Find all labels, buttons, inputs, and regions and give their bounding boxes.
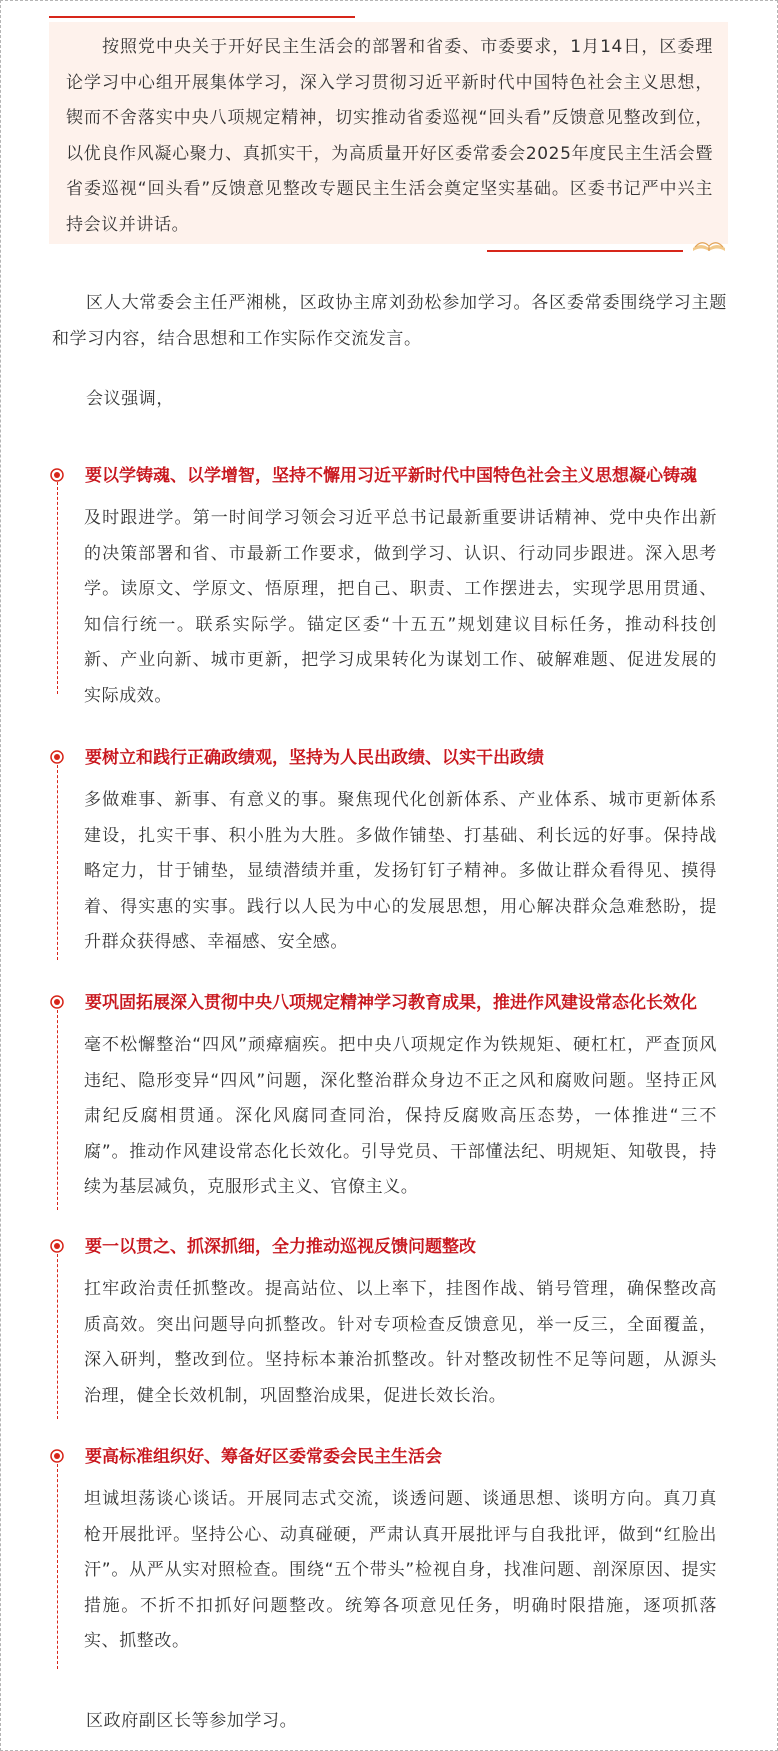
section-4-body: 扛牢政治责任抓整改。提高站位、以上率下，挂图作战、销号管理，确保整改高质高效。突出问题导向抓整改。针对专项检查反馈意见，举一反三，全面覆盖，深入研判，整改到位。坚持标本兼治抓整改。针对整改韧性不足等问题，从源头治理，健全长效机制，巩固整治成果，促进长效长治。 — [84, 1279, 717, 1406]
section-2-heading: 要树立和践行正确政绩观，坚持为人民出政绩、以实干出政绩 — [85, 748, 544, 768]
red-dot-icon — [50, 995, 64, 1009]
section-5-heading: 要高标准组织好、筹备好区委常委会民主生活会 — [85, 1447, 442, 1467]
open-book-icon — [691, 236, 727, 254]
intro-bottom-rule — [487, 250, 683, 252]
section-5-rule — [57, 1464, 58, 1669]
section-2-rule — [57, 765, 58, 960]
red-dot-icon — [50, 1449, 64, 1463]
intro-paragraph: 按照党中央关于开好民主生活会的部署和省委、市委要求，1月14日，区委理论学习中心组开展集体学习，深入学习贯彻习近平新时代中国特色社会主义思想，锲而不舍落实中央八项规定精神，切实推动省委巡视“回头看”反馈意见整改到位，以优良作风凝心聚力、真抓实干，为高质量开好区委常委会2025年度民主生活会暨省委巡视“回头看”反馈意见整改专题民主生活会奠定坚实基础。区委书记严中兴主持会议并讲话。 — [66, 37, 713, 235]
emphasis-paragraph: 会议强调， — [86, 389, 174, 409]
section-3-heading: 要巩固拓展深入贯彻中央八项规定精神学习教育成果，推进作风建设常态化长效化 — [85, 993, 697, 1013]
red-dot-icon — [50, 1239, 64, 1253]
closing-paragraph: 区政府副区长等参加学习。 — [86, 1711, 298, 1731]
section-1-heading: 要以学铸魂、以学增智，坚持不懈用习近平新时代中国特色社会主义思想凝心铸魂 — [85, 466, 697, 486]
red-dot-icon — [50, 468, 64, 482]
section-4-rule — [57, 1254, 58, 1419]
section-5-body: 坦诚坦荡谈心谈话。开展同志式交流，谈透问题、谈通思想、谈明方向。真刀真枪开展批评。坚持公心、动真碰硬，严肃认真开展批评与自我批评，做到“红脸出汗”。从严从实对照检查。围绕“五个带头”检视自身，找准问题、剖深原因、提实措施。不折不扣抓好问题整改。统筹各项意见任务，明确时限措施，逐项抓落实、抓整改。 — [84, 1489, 717, 1651]
section-1-body: 及时跟进学。第一时间学习领会习近平总书记最新重要讲话精神、党中央作出新的决策部署和省、市最新工作要求，做到学习、认识、行动同步跟进。深入思考学。读原文、学原文、悟原理，把自己、职责、工作摆进去，实现学思用贯通、知信行统一。联系实际学。锚定区委“十五五”规划建议目标任务，推动科技创新、产业向新、城市更新，把学习成果转化为谋划工作、破解难题、促进发展的实际成效。 — [84, 508, 717, 706]
section-1-rule — [57, 482, 58, 694]
intro-top-rule — [49, 16, 355, 18]
red-dot-icon — [50, 750, 64, 764]
section-3-body: 毫不松懈整治“四风”顽瘴痼疾。把中央八项规定作为铁规矩、硬杠杠，严查顶风违纪、隐形变异“四风”问题，深化整治群众身边不正之风和腐败问题。坚持正风肃纪反腐相贯通。深化风腐同查同治，保持反腐败高压态势，一体推进“三不腐”。推动作风建设常态化长效化。引导党员、干部懂法纪、明规矩、知敬畏，持续为基层减负，克服形式主义、官僚主义。 — [84, 1035, 717, 1197]
section-4-heading: 要一以贯之、抓深抓细，全力推动巡视反馈问题整改 — [85, 1237, 476, 1257]
attendance-paragraph: 区人大常委会主任严湘桃，区政协主席刘劲松参加学习。各区委常委围绕学习主题和学习内容，结合思想和工作实际作交流发言。 — [52, 293, 727, 349]
section-3-rule — [57, 1010, 58, 1210]
section-2-body: 多做难事、新事、有意义的事。聚焦现代化创新体系、产业体系、城市更新体系建设，扎实干事、积小胜为大胜。多做作铺垫、打基础、利长远的好事。保持战略定力，甘于铺垫，显绩潜绩并重，发扬钉钉子精神。多做让群众看得见、摸得着、得实惠的实事。践行以人民为中心的发展思想，用心解决群众急难愁盼，提升群众获得感、幸福感、安全感。 — [84, 790, 717, 952]
